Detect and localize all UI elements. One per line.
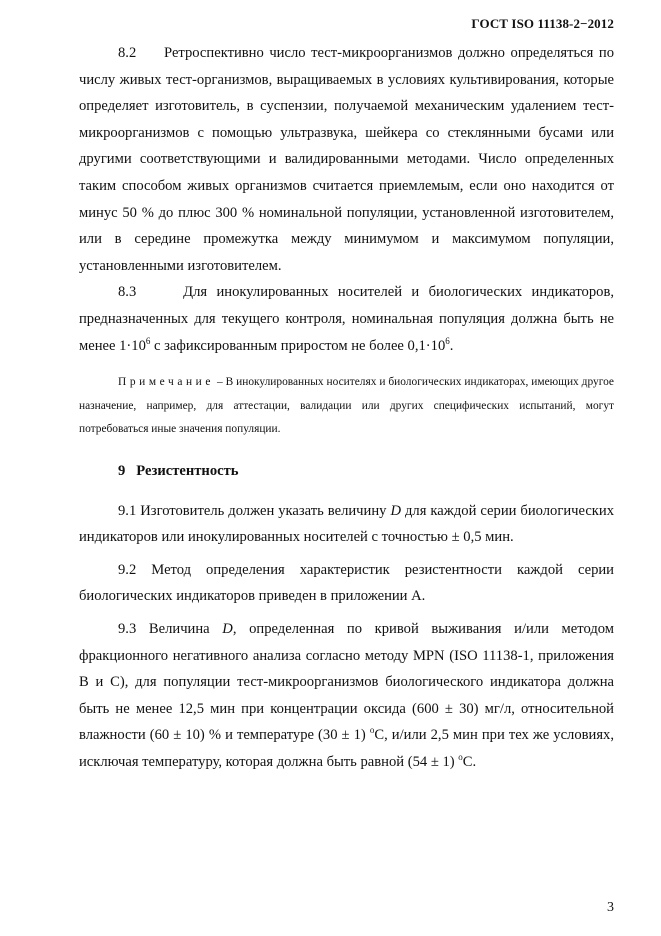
page-number: 3 [607, 900, 614, 915]
clause-text: С. [462, 753, 477, 770]
paragraph-9-3 [79, 616, 614, 776]
paragraph-9-1 [79, 498, 614, 551]
paragraph-8-3 [79, 279, 614, 359]
note-text: – В инокулированных носителях и биологических индикаторах, имеющих другое назначение, например, для аттестации, валидации или других специфических испытаний, могут потребоваться иные значения популяции. [79, 376, 614, 436]
note-label: Примечание [118, 376, 215, 389]
clause-text: . [449, 337, 454, 354]
section-title: Резистентность [136, 462, 239, 479]
clause-number: 9.3 [118, 621, 137, 637]
document-body [79, 40, 614, 776]
section-heading [79, 458, 614, 484]
clause-number: 9.2 [118, 561, 137, 578]
note-paragraph [79, 371, 614, 442]
clause-text: для каждой серии биологических индикаторов или инокулированных носителей с точностью ± 0,5 мин. [79, 502, 615, 546]
clause-text: С, и/или 2,5 мин при тех же условиях, исключая температуру, которая должна быть равной (54 ± 1) [79, 727, 614, 770]
paragraph-8-2 [79, 40, 614, 279]
degree-mark: o [458, 751, 463, 762]
clause-text: Метод определения характеристик резистентности каждой серии биологических индикаторов приведен в приложении А. [79, 561, 614, 605]
clause-number: 8.2 [118, 45, 137, 61]
clause-text: с зафиксированным приростом не более 0,1·10 [150, 337, 446, 354]
clause-text: Изготовитель должен указать величину [140, 502, 391, 519]
clause-text: Величина [148, 621, 223, 637]
variable-d: D [390, 502, 401, 519]
clause-text: Ретроспективно число тест-микроорганизмов должно определяться по числу живых тест-организмов, выращиваемых в условиях культивирования, которые определяет изготовитель, в суспензии, получаемой механическим удалением тест-микроорганизмов с помощью ультразвука, шейкера со стеклянными бусами или другими соответствующими и валидированными методами. Число определенных таким способом живых организмов считается приемлемым, если оно находится от минус 50 % до плюс 300 % номинальной популяции, установленной изготовителем, или в середине промежутка между минимумом и максимумом популяции, установленными изготовителем. [79, 45, 614, 274]
variable-d: D [222, 621, 233, 637]
exponent: 6 [145, 335, 151, 346]
section-number: 9 [118, 462, 126, 479]
clause-text: , определенная по кривой выживания и/или методом фракционного негативного анализа согласно методу MPN (ISO 11138-1, приложения В и С), для популяции тест-микроорганизмов биологического индикатора должна быть не менее 12,5 мин при концентрации оксида (600 ± 30) мг/л, относительной влажности (60 ± 10) % и температуре (30 ± 1) [79, 621, 614, 744]
clause-number: 9.1 [118, 502, 137, 519]
document-code-header: ГОСТ ISO 11138-2−2012 [471, 16, 614, 31]
clause-number: 8.3 [118, 284, 137, 301]
clause-text: Для инокулированных носителей и биологических индикаторов, предназначенных для текущего контроля, номинальная популяция должна быть не менее 1·10 [79, 284, 614, 354]
exponent: 6 [445, 335, 450, 346]
degree-mark: o [369, 725, 375, 736]
paragraph-9-2 [79, 557, 614, 610]
